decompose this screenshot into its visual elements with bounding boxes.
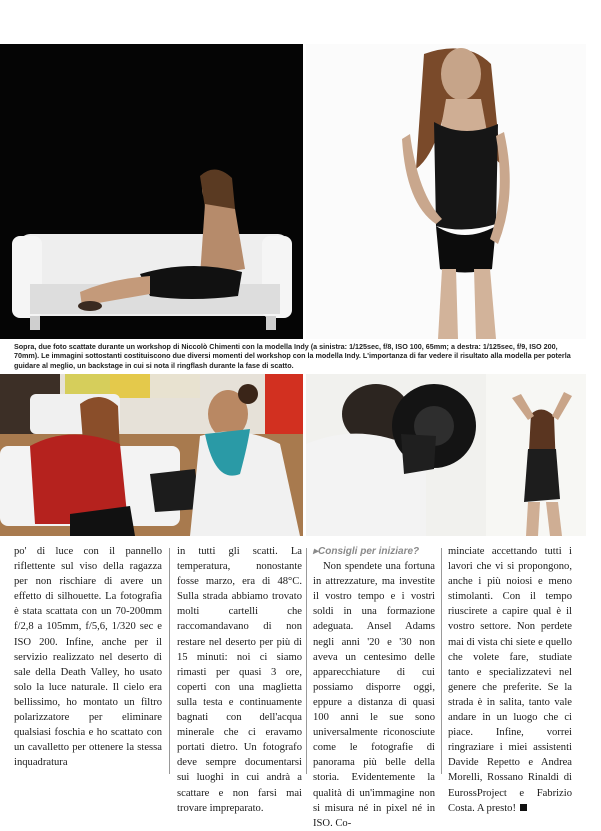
column-rule xyxy=(169,548,170,774)
column-rule xyxy=(306,548,307,774)
section-heading: ▸Consigli per iniziare? xyxy=(313,546,420,557)
text-column-2 xyxy=(177,544,302,814)
text-column-3 xyxy=(313,544,435,829)
text-column-1 xyxy=(14,544,162,774)
column-3-text: Non spendete una fortuna in attrezzature, ma investite il vostro tempo e i vostri soldi in una formazione adeguata. Ansel Adams negli anni '20 e '30 non aveva un centesimo delle apparecchiature di cui possiamo disporre oggi, eppure a distanza di quasi 100 anni le sue sono universalmente riconosciute come le fotografie di panorama più belle della storia. Evidentemente la qualità di un'immagine non si misura né in pixel né in ISO. Co- xyxy=(313,561,435,829)
photo-model-lingerie xyxy=(306,44,586,339)
photo-model-on-sofa xyxy=(0,44,303,339)
photo-caption: Sopra, due foto scattate durante un workshop di Niccolò Chimenti con la modella Indy (a sinistra: 1/125sec, f/8, ISO 100, 65mm; a destra: 1/125sec, f/9, ISO 200, 70mm). Le immagini sottostanti costituiscono due diversi momenti del workshop con la modella Indy. L'importanza di far vedere il risultato alla modella per poterla guidare al meglio, un backstage in cui si nota il ringflash durante la fase di scatto. xyxy=(14,342,571,370)
column-1-text: po' di luce con il pannello riflettente sul viso della ragazza per non rischiare di avere un effetto di silhouette. La fotografia è stata scattata con un 70-200mm f/2,8 a 105mm, f/5,6, 1/320 sec e ISO 200. Infine, anche per il servizio realizzato nel deserto di sale della Death Valley, ho usato solo la luce naturale. Il cielo era bellissimo, ho montato un filtro polarizzatore per eliminare qualsiasi foschia e ho scattato con un cavalletto per ottenere la stessa inquadratura xyxy=(14,546,162,769)
column-rule xyxy=(441,548,442,774)
text-column-4 xyxy=(448,544,572,814)
column-2-text: in tutti gli scatti. La temperatura, nonostante fosse marzo, era di 48°C. Sulla strada abbiamo trovato molti cartelli che raccomandavano di non restare nel deserto per più di 15 minuti: noi ci siamo rimasti per quasi 3 ore, coperti con una maglietta sulla testa e continuamente bagnati con dell'acqua minerale che ci eravamo portati dietro. Un fotografo deve sempre documentarsi sui luoghi in cui andrà a scattare e non farsi mai trovare impreparato. xyxy=(177,546,302,814)
photo-backstage-review xyxy=(0,374,303,536)
photo-backstage-ringflash xyxy=(306,374,586,536)
end-of-article-mark xyxy=(520,804,527,811)
column-4-text: minciate accettando tutti i lavori che vi si propongono, anche i più noiosi e meno stimolanti. Con il tempo riuscirete a capire qual è il vostro settore. Non perdete mai di vista chi siete e quello che volete fare, studiate tanto e specializzatevi nel genere che preferite. Se la strada è in salita, tanto vale andare in un luogo che ci piace. Infine, vorrei ringraziare i miei assistenti Davide Repetto e Andrea Morelli, Rossano Rinaldi di EurossProject e Fabrizio Costa. A presto! xyxy=(448,546,572,814)
